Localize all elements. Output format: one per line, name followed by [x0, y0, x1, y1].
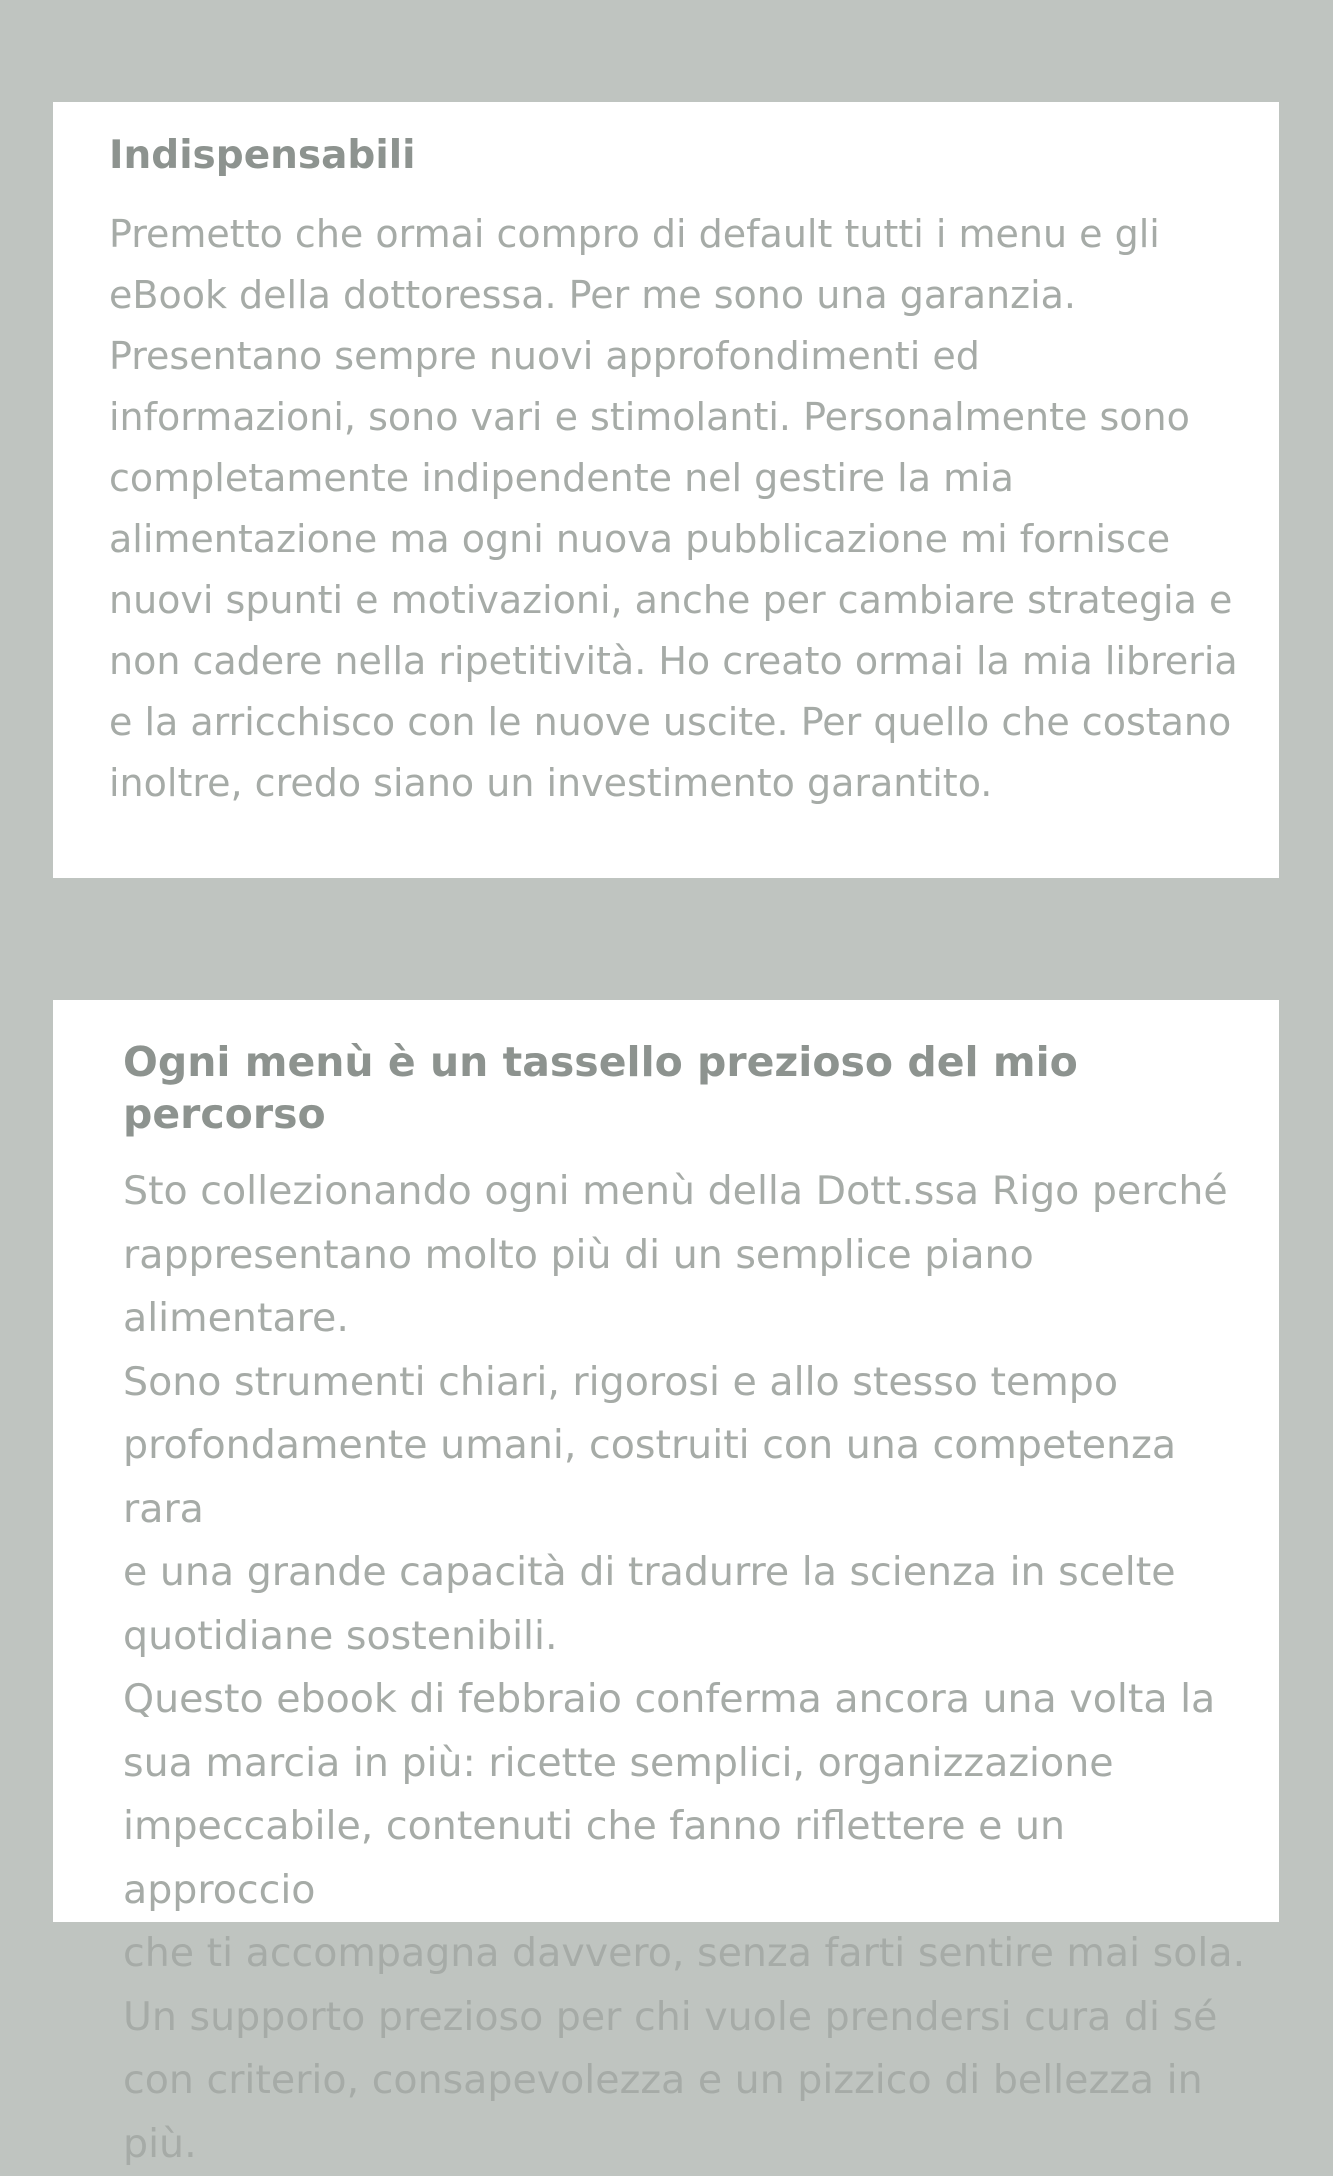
review-title: Indispensabili — [109, 133, 416, 178]
review-card — [53, 102, 1279, 878]
review-card — [53, 1000, 1279, 2167]
review-paragraph: Sto collezionando ogni menù della Dott.ssa Rigo perché rappresentano molto più di un semplice piano alimentare. Sono strumenti chiari, rigorosi e allo stesso tempo profondamente umani, costruiti con una competenza rara e una grande capacità di tradurre la scienza in scelte quotidiane sostenibili. — [123, 1168, 1228, 1659]
review-title: Ogni menù è un tassello prezioso del mio percorso — [123, 1038, 1078, 1138]
review-body — [109, 204, 1239, 814]
review-body — [123, 1160, 1251, 2176]
review-paragraph: Questo ebook di febbraio conferma ancora una volta la sua marcia in più: ricette semplici, organizzazione impeccabile, contenuti che fanno riflettere e un approccio che ti accompagna davvero, senza farti sentire mai sola. Un supporto prezioso per chi vuole prendersi cura di sé con criterio, consapevolezza e un pizzico di bellezza in più. — [123, 1676, 1246, 2167]
review-paragraph: Premetto che ormai compro di default tutti i menu e gli eBook della dottoressa. Per me sono una garanzia. Presentano sempre nuovi approfondimenti ed informazioni, sono vari e stimolanti. Personalmente sono completamente indipendente nel gestire la mia alimentazione ma ogni nuova pubblicazione mi fornisce nuovi spunti e motivazioni, anche per cambiare strategia e non cadere nella ripetitività. Ho creato ormai la mia libreria e la arricchisco con le nuove uscite. Per quello che costano inoltre, credo siano un investimento garantito. — [109, 212, 1238, 805]
